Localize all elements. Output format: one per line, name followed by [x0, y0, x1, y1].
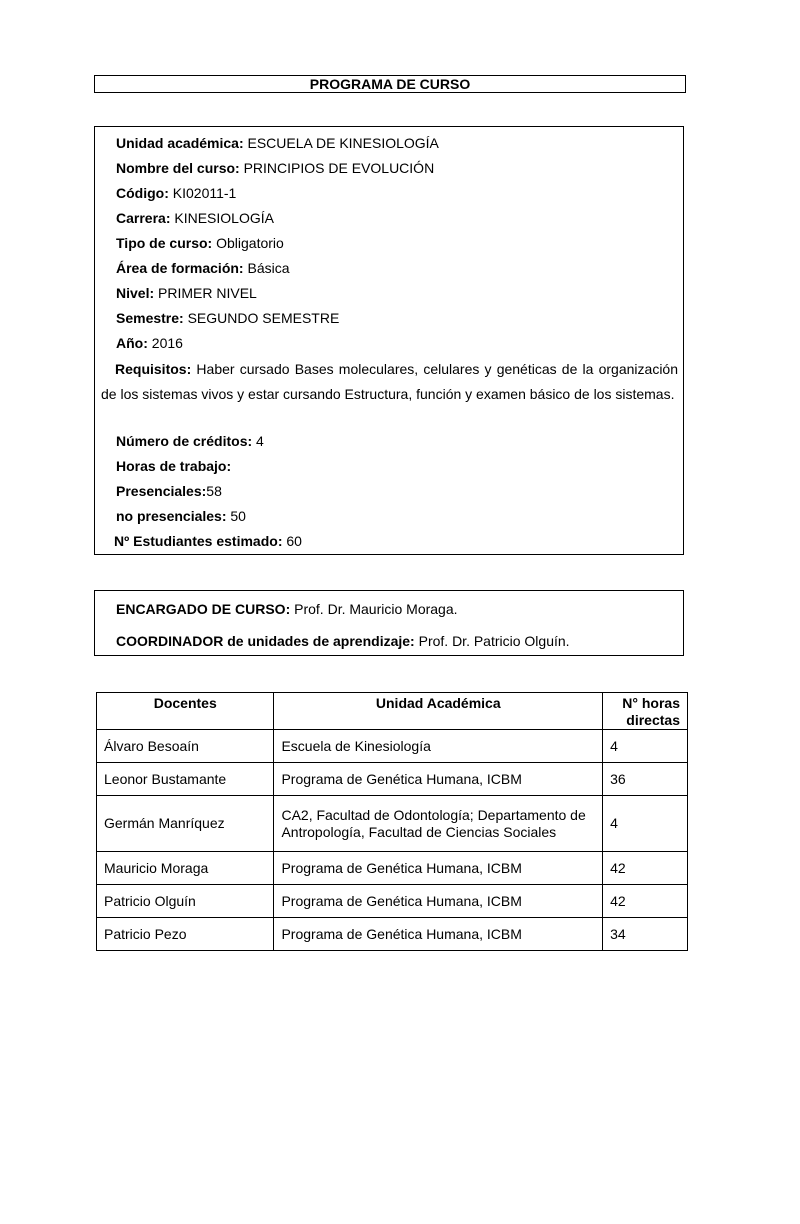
table-row [97, 763, 688, 796]
cell-unidad: Programa de Genética Humana, ICBM [274, 885, 603, 918]
cell-unidad: Programa de Genética Humana, ICBM [274, 918, 603, 951]
docentes-table [96, 692, 688, 951]
codigo-value: KI02011-1 [172, 185, 237, 201]
info-requisitos [101, 357, 678, 407]
cell-unidad: Programa de Genética Humana, ICBM [274, 852, 603, 885]
coordinador-label: COORDINADOR de unidades de aprendizaje: [116, 633, 415, 649]
info-tipo [116, 235, 284, 251]
semestre-label: Semestre: [116, 310, 184, 326]
info-horas [116, 458, 231, 474]
staff-box [94, 590, 684, 656]
cell-unidad: CA2, Facultad de Odontología; Departamento de Antropología, Facultad de Ciencias Sociales [274, 796, 603, 852]
cell-horas: 34 [603, 918, 688, 951]
nombre-value: PRINCIPIOS DE EVOLUCIÓN [243, 160, 435, 176]
cell-docente: Patricio Olguín [97, 885, 274, 918]
info-codigo [116, 185, 236, 201]
info-creditos [116, 433, 264, 449]
encargado-value: Prof. Dr. Mauricio Moraga. [294, 601, 458, 617]
info-area [116, 260, 290, 276]
no-presenciales-value: 50 [230, 508, 246, 524]
carrera-value: KINESIOLOGÍA [174, 210, 274, 226]
info-no-presenciales [116, 508, 246, 524]
cell-unidad: Programa de Genética Humana, ICBM [274, 763, 603, 796]
info-carrera [116, 210, 274, 226]
table-row [97, 730, 688, 763]
cell-docente: Germán Manríquez [97, 796, 274, 852]
course-info-box [94, 126, 684, 555]
coordinador-value: Prof. Dr. Patricio Olguín. [418, 633, 570, 649]
table-header-row [97, 693, 688, 730]
staff-coordinador [116, 633, 570, 649]
info-anio [116, 335, 183, 351]
header-unidad: Unidad Académica [274, 693, 603, 730]
presenciales-label: Presenciales: [116, 483, 207, 499]
area-value: Básica [247, 260, 290, 276]
table-row [97, 796, 688, 852]
nombre-label: Nombre del curso: [116, 160, 240, 176]
estudiantes-label: Nº Estudiantes estimado: [114, 533, 283, 549]
creditos-label: Número de créditos: [116, 433, 253, 449]
table-row [97, 852, 688, 885]
carrera-label: Carrera: [116, 210, 171, 226]
unidad-label: Unidad académica: [116, 135, 244, 151]
estudiantes-value: 60 [286, 533, 302, 549]
cell-docente: Leonor Bustamante [97, 763, 274, 796]
codigo-label: Código: [116, 185, 169, 201]
header-docentes: Docentes [97, 693, 274, 730]
semestre-value: SEGUNDO SEMESTRE [187, 310, 340, 326]
creditos-value: 4 [256, 433, 264, 449]
info-estudiantes [114, 533, 302, 549]
cell-docente: Álvaro Besoaín [97, 730, 274, 763]
unidad-value: ESCUELA DE KINESIOLOGÍA [247, 135, 439, 151]
anio-label: Año: [116, 335, 148, 351]
presenciales-value: 58 [206, 483, 222, 499]
no-presenciales-label: no presenciales: [116, 508, 227, 524]
cell-horas: 4 [603, 796, 688, 852]
requisitos-label: Requisitos: [115, 361, 192, 377]
document-title: PROGRAMA DE CURSO [94, 75, 686, 93]
info-unidad [116, 135, 439, 151]
requisitos-value: Haber cursado Bases moleculares, celulares y genéticas de la organización de los sistemas vivos y estar cursando Estructura, función y examen básico de los sistemas. [101, 361, 678, 402]
area-label: Área de formación: [116, 260, 244, 276]
table-row [97, 918, 688, 951]
info-semestre [116, 310, 339, 326]
tipo-label: Tipo de curso: [116, 235, 213, 251]
cell-unidad: Escuela de Kinesiología [274, 730, 603, 763]
tipo-value: Obligatorio [216, 235, 284, 251]
cell-docente: Mauricio Moraga [97, 852, 274, 885]
horas-label: Horas de trabajo: [116, 458, 232, 474]
nivel-label: Nivel: [116, 285, 155, 301]
staff-encargado [116, 601, 458, 617]
cell-docente: Patricio Pezo [97, 918, 274, 951]
nivel-value: PRIMER NIVEL [158, 285, 257, 301]
table-row [97, 885, 688, 918]
cell-horas: 4 [603, 730, 688, 763]
cell-horas: 42 [603, 852, 688, 885]
cell-horas: 42 [603, 885, 688, 918]
cell-horas: 36 [603, 763, 688, 796]
info-nombre [116, 160, 434, 176]
header-horas: N° horas directas [603, 693, 688, 730]
anio-value: 2016 [151, 335, 183, 351]
info-nivel [116, 285, 257, 301]
encargado-label: ENCARGADO DE CURSO: [116, 601, 291, 617]
info-presenciales [116, 483, 222, 499]
